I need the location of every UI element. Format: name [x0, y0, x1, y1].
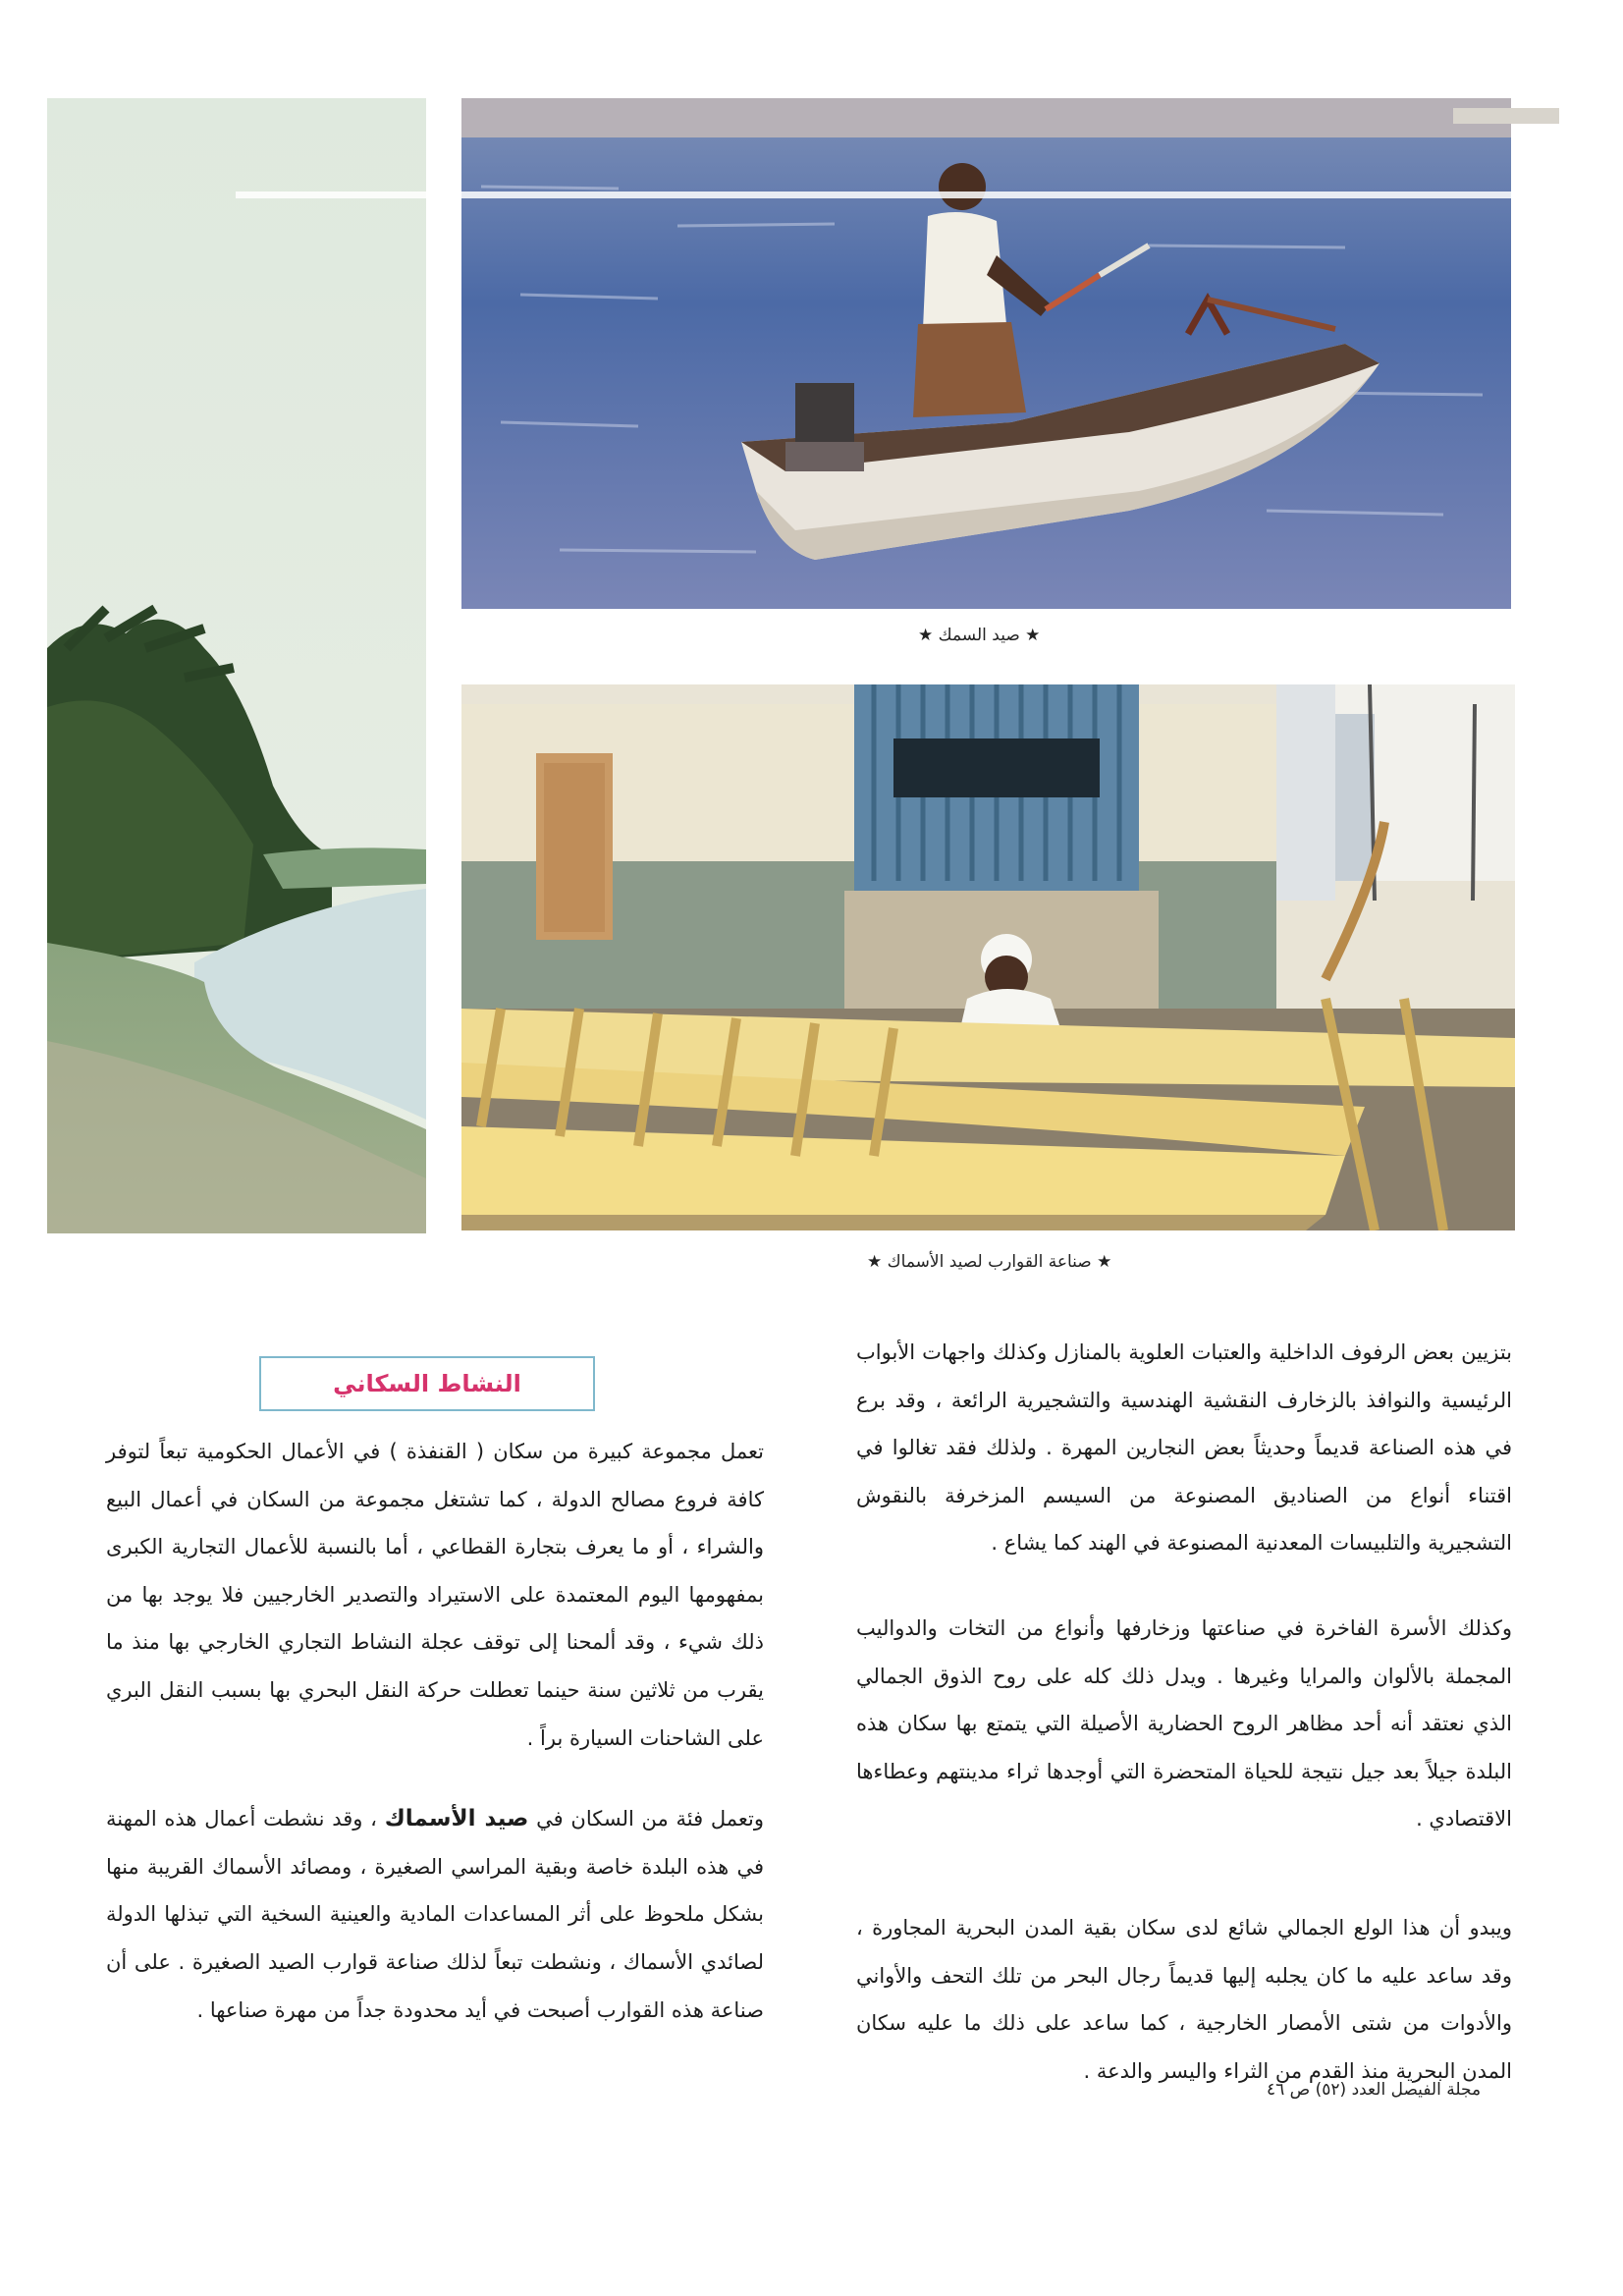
- paragraph: [106, 1795, 764, 2034]
- paragraph: ويبدو أن هذا الولع الجمالي شائع لدى سكان بقية المدن البحرية المجاورة ، وقد ساعد عليه ما كان يجلبه إليها قديماً رجال البحر من تلك التحف والأواني والأدوات من شتى الأمصار الخارجية ، كما ساعد على ذلك ما عليه سكان المدن البحرية منذ القدم من الثراء واليسر والدعة .: [856, 1915, 1512, 2083]
- paragraph: وكذلك الأسرة الفاخرة في صناعتها وزخارفها وأنواع من التخات والدواليب المجملة بالألوان والمرايا وغيرها . ويدل ذلك كله على روح الذوق الجمالي الذي نعتقد أنه أحد مظاهر الروح الحضارية الأصيلة التي يتمتع بها سكان هذه البلدة جيلاً بعد جيل نتيجة للحياة المتحضرة التي أوجدها ثراء مدينتهم وعطاءها الاقتصادي .: [856, 1615, 1512, 1831]
- highlight-term: صيد الأسماك: [384, 1806, 529, 1832]
- river-palms-photo: [47, 98, 426, 1233]
- boatbuilding-caption: ★ صناعة القوارب لصيد الأسماك ★: [867, 1252, 1112, 1272]
- fishing-caption: ★ صيد السمك ★: [918, 626, 1041, 645]
- paragraph-text: ، وقد نشطت أعمال هذه المهنة في هذه البلدة خاصة وبقية المراسي الصغيرة ، ومصائد الأسماك القريبة منها بشكل ملحوظ على أثر المساعدات المادية والعينية السخية التي تبذلها الدولة لصائدي الأسماك ، ونشطت تبعاً لذلك صناعة قوارب الصيد الصغيرة . على أن صناعة هذه القوارب أصبحت في أيد محدودة جداً من مهرة صناعها .: [106, 1807, 764, 2022]
- decorative-grey-tab: [1453, 108, 1559, 124]
- page-footer: مجلة الفيصل العدد (٥٢) ص ٤٦: [1267, 2080, 1482, 2100]
- section-heading-box: [259, 1356, 595, 1411]
- left-text-column: [106, 1428, 764, 2034]
- right-text-column: [856, 1329, 1512, 2095]
- paragraph-text: وتعمل فئة من السكان في: [528, 1807, 765, 1831]
- paragraph: بتزيين بعض الرفوف الداخلية والعتبات العلوية بالمنازل وكذلك واجهات الأبواب الرئيسية والنوافذ بالزخارف النقشية الهندسية والتشجيرية الرائعة ، وقد برع في هذه الصناعة قديماً وحديثاً بعض النجارين المهرة . ولذلك فقد تغالوا في اقتناء أنواع من الصناديق المصنوعة من السيسم المزخرفة بالنقوش التشجيرية والتلبيسات المعدنية المصنوعة في الهند كما يشاع .: [856, 1340, 1512, 1556]
- boat-building-photo: [461, 684, 1515, 1230]
- decorative-white-bar: [236, 191, 1512, 198]
- paragraph: تعمل مجموعة كبيرة من سكان ( القنفذة ) في الأعمال الحكومية تبعاً لتوفر كافة فروع مصالح الدولة ، كما تشتغل مجموعة من السكان في أعمال البيع والشراء ، أو ما يعرف بتجارة القطاعي ، أما بالنسبة للأعمال التجارية الكبرى بمفهومها اليوم المعتمدة على الاستيراد والتصدير الخارجيين فلا يوجد بها من ذلك شيء ، وقد ألمحنا إلى توقف عجلة النشاط التجاري الخارجي بها منذ ما يقرب من ثلاثين سنة حينما تعطلت حركة النقل البحري بها بسبب النقل البري على الشاحنات السيارة براً .: [106, 1440, 764, 1750]
- section-title: النشاط السكاني: [333, 1370, 521, 1397]
- fishing-boat-photo: [461, 98, 1511, 609]
